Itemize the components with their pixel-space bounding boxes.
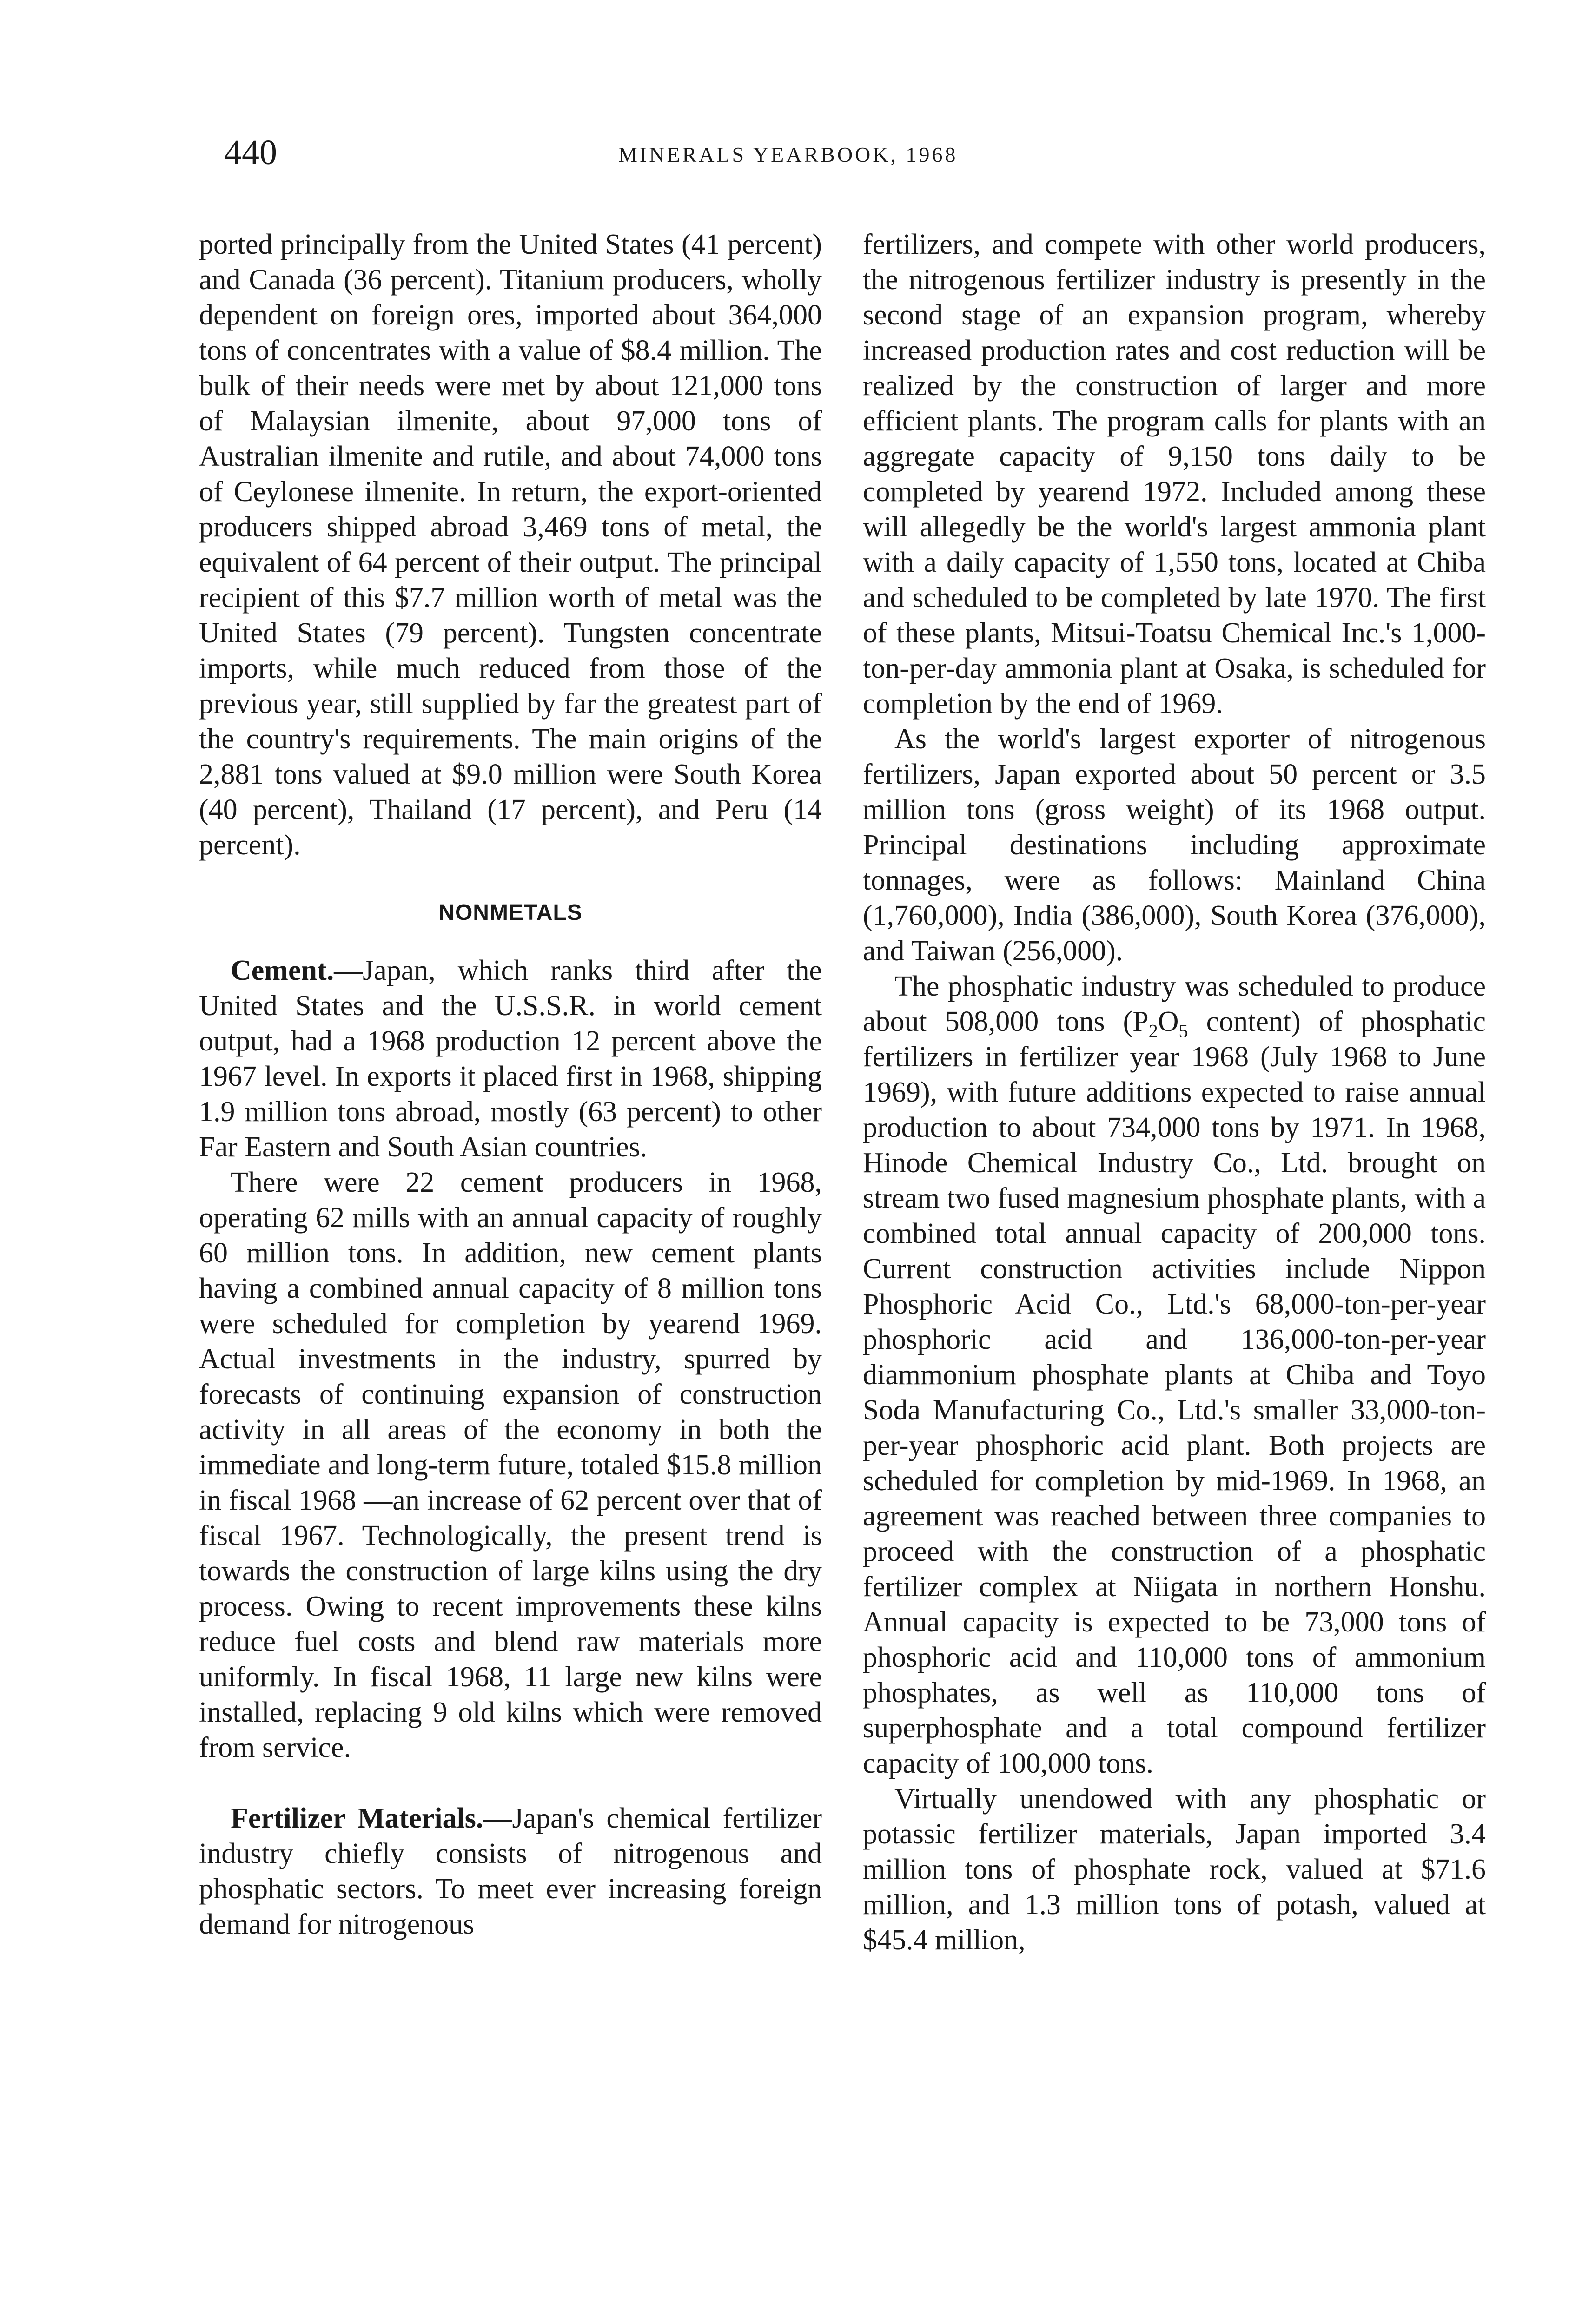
cement-heading: Cement. <box>231 955 334 986</box>
formula-oxygen: O <box>1158 1006 1179 1037</box>
fertilizer-paragraph-1-text: —Japan's chemical fertilizer industry chiefly consists of nitrogenous and phosphatic sectors. To meet ever increasing foreign demand for nitrogenous <box>199 1802 822 1940</box>
left-column <box>199 227 822 1942</box>
titanium-tungsten-paragraph: ported principally from the United States (41 percent) and Canada (36 percent). Titanium producers, wholly dependent on foreign ores, imported about 364,000 tons of concentrates with a value of $8.4 million. The bulk of their needs were met by about 121,000 tons of Malaysian ilmenite, about 97,000 tons of Australian ilmenite and rutile, and about 74,000 tons of Ceylonese ilmenite. In return, the export-oriented producers shipped abroad 3,469 tons of metal, the equivalent of 64 percent of their output. The principal recipient of this $7.7 million worth of metal was the United States (79 percent). Tungsten concentrate imports, while much reduced from those of the previous year, still supplied by far the greatest part of the country's requirements. The main origins of the 2,881 tons valued at $9.0 million were South Korea (40 percent), Thailand (17 percent), and Peru (14 percent). <box>199 229 822 861</box>
phosphatic-text-rest: content) of phosphatic fertilizers in fertilizer year 1968 (July 1968 to June 1969), with future additions expected to raise annual production to about 734,000 tons by 1971. In 1968, Hinode Chemical Industry Co., Ltd. brought on stream two fused magnesium phosphate plants, with a combined total annual capacity of 200,000 tons. Current construction activities include Nippon Phosphoric Acid Co., Ltd.'s 68,000-ton-per-year phosphoric acid and 136,000-ton-per-year diammonium phosphate plants at Chiba and Toyo Soda Manufacturing Co., Ltd.'s smaller 33,000-ton-per-year phosphoric acid plant. Both projects are scheduled for completion by mid-1969. In 1968, an agreement was reached between three companies to proceed with the construction of a phosphatic fertilizer complex at Niigata in northern Honshu. Annual capacity is expected to be 73,000 tons of phosphoric acid and 110,000 tons of ammonium phosphates, as well as 110,000 tons of superphosphate and a total compound fertilizer capacity of 100,000 tons. <box>863 1006 1486 1779</box>
cement-paragraph-1-text: —Japan, which ranks third after the United States and the U.S.S.R. in world cement output, had a 1968 production 12 percent above the 1967 level. In exports it placed first in 1968, shipping 1.9 million tons abroad, mostly (63 percent) to other Far Eastern and South Asian countries. <box>199 955 822 1163</box>
phosphatic-industry-paragraph <box>863 969 1486 1781</box>
fertilizer-heading: Fertilizer Materials. <box>231 1802 483 1834</box>
imports-paragraph: Virtually unendowed with any phosphatic or potassic fertilizer materials, Japan imported 3.4 million tons of phosphate rock, valued at $71.6 million, and 1.3 million tons of potash, valued at $45.4 million, <box>863 1783 1486 1956</box>
cement-paragraph-1 <box>199 953 822 1165</box>
section-heading-nonmetals: NONMETALS <box>438 900 583 925</box>
cement-paragraph-2: There were 22 cement producers in 1968, operating 62 mills with an annual capacity of roughly 60 million tons. In addition, new cement plants having a combined annual capacity of 8 million tons were scheduled for completion by yearend 1969. Actual investments in the industry, spurred by forecasts of continuing expansion of construction activity in all areas of the economy in both the immediate and long-term future, totaled $15.8 million in fiscal 1968 —an increase of 62 percent over that of fiscal 1967. Technologically, the present trend is towards the construction of large kilns using the dry process. Owing to recent improvements these kilns reduce fuel costs and blend raw materials more uniformly. In fiscal 1968, 11 large new kilns were installed, replacing 9 old kilns which were removed from service. <box>199 1167 822 1763</box>
nitrogenous-exports-paragraph: As the world's largest exporter of nitrogenous fertilizers, Japan exported about 50 percent or 3.5 million tons (gross weight) of its 1968 output. Principal destinations including approximate tonnages, were as follows: Mainland China (1,760,000), India (386,000), South Korea (376,000), and Taiwan (256,000). <box>863 723 1486 967</box>
fertilizer-paragraph-1 <box>199 1801 822 1942</box>
formula-subscript-o: 5 <box>1178 1020 1188 1042</box>
running-title: MINERALS YEARBOOK, 1968 <box>618 143 958 166</box>
formula-subscript-p: 2 <box>1148 1020 1158 1042</box>
phosphatic-text-start: The phosphatic industry was scheduled to produce about 508,000 tons (P <box>863 971 1486 1037</box>
page-number: 440 <box>224 133 277 172</box>
right-column <box>863 227 1486 1958</box>
nitrogenous-expansion-paragraph: fertilizers, and compete with other world producers, the nitrogenous fertilizer industry is presently in the second stage of an expansion program, whereby increased production rates and cost reduction will be realized by the construction of larger and more efficient plants. The program calls for plants with an aggregate capacity of 9,150 tons daily to be completed by yearend 1972. Included among these will allegedly be the world's largest ammonia plant with a daily capacity of 1,550 tons, located at Chiba and scheduled to be completed by late 1970. The first of these plants, Mitsui-Toatsu Chemical Inc.'s 1,000-ton-per-day ammonia plant at Osaka, is scheduled for completion by the end of 1969. <box>863 229 1486 720</box>
